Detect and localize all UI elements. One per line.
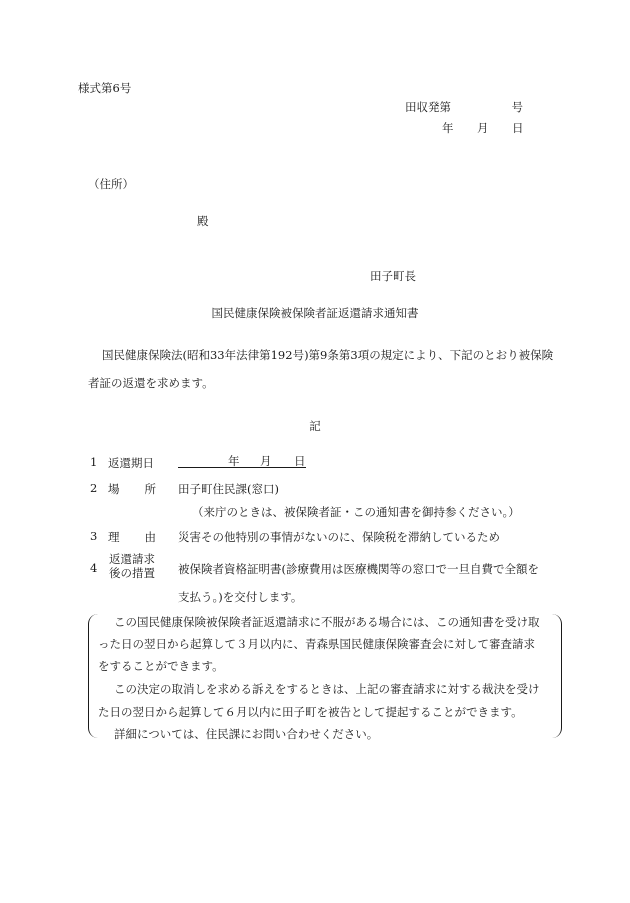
item-number: 4 xyxy=(90,561,98,575)
recipient-honorific: 殿 xyxy=(197,214,209,228)
issue-date-day: 日 xyxy=(512,121,524,135)
issue-date-year: 年 xyxy=(442,121,454,135)
item-number: 1 xyxy=(90,455,98,469)
item-label: 返還請求 後の措置 xyxy=(109,552,155,580)
form-number: 様式第6号 xyxy=(78,81,132,95)
item-label: 返還期日 xyxy=(108,456,154,470)
post-measure-line-1: 被保険者資格証明書(診療費用は医療機関等の窓口で一旦自費で全額を xyxy=(178,562,539,576)
appeal-notice-box xyxy=(88,614,562,741)
place-value: 田子町住民課(窓口) xyxy=(178,482,279,496)
sender-name: 田子町長 xyxy=(370,269,416,283)
reason-value: 災害その他特別の事情がないのに、保険税を滞納しているため xyxy=(178,530,500,544)
ki-heading: 記 xyxy=(309,419,321,433)
item-number: 3 xyxy=(90,529,98,543)
item-number: 2 xyxy=(90,481,98,495)
body-line-1: 国民健康保険法(昭和33年法律第192号)第9条第3項の規定により、下記のとおり被保険 xyxy=(102,348,554,362)
item-label: 理由 xyxy=(108,530,156,544)
document-title: 国民健康保険被保険者証返還請求通知書 xyxy=(211,306,419,320)
return-date-underline xyxy=(178,454,306,468)
notice-line-1: この国民健康保険被保険者証返還請求に不服がある場合には、この通知書を受け取 xyxy=(114,615,540,629)
place-note: （来庁のときは、被保険者証・この通知書を御持参ください。） xyxy=(192,505,520,519)
notice-line-5: た日の翌日から起算して６月以内に田子町を被告として提起することができます。 xyxy=(98,705,523,719)
issue-number-suffix: 号 xyxy=(511,100,523,114)
body-line-2: 者証の返還を求めます。 xyxy=(88,376,214,390)
right-bracket xyxy=(551,614,562,738)
return-date-month: 月 xyxy=(260,454,272,468)
issue-date-month: 月 xyxy=(477,121,489,135)
issue-number-prefix: 田収発第 xyxy=(405,100,451,114)
notice-line-6: 詳細については、住民課にお問い合わせください。 xyxy=(114,727,379,741)
post-measure-line-2: 支払う。)を交付します。 xyxy=(178,590,303,604)
return-date-field xyxy=(178,454,306,471)
notice-line-4: この決定の取消しを求める訴えをするときは、上記の審査請求に対する裁決を受け xyxy=(114,682,540,696)
return-date-year: 年 xyxy=(228,454,240,468)
notice-line-2: った日の翌日から起算して３月以内に、青森県国民健康保険審査会に対して審査請求 xyxy=(98,637,535,651)
item-label: 場所 xyxy=(108,482,156,496)
return-date-day: 日 xyxy=(294,454,306,468)
address-label: （住所） xyxy=(88,177,134,191)
issue-number xyxy=(405,99,523,115)
notice-line-3: をすることができます。 xyxy=(98,659,224,673)
